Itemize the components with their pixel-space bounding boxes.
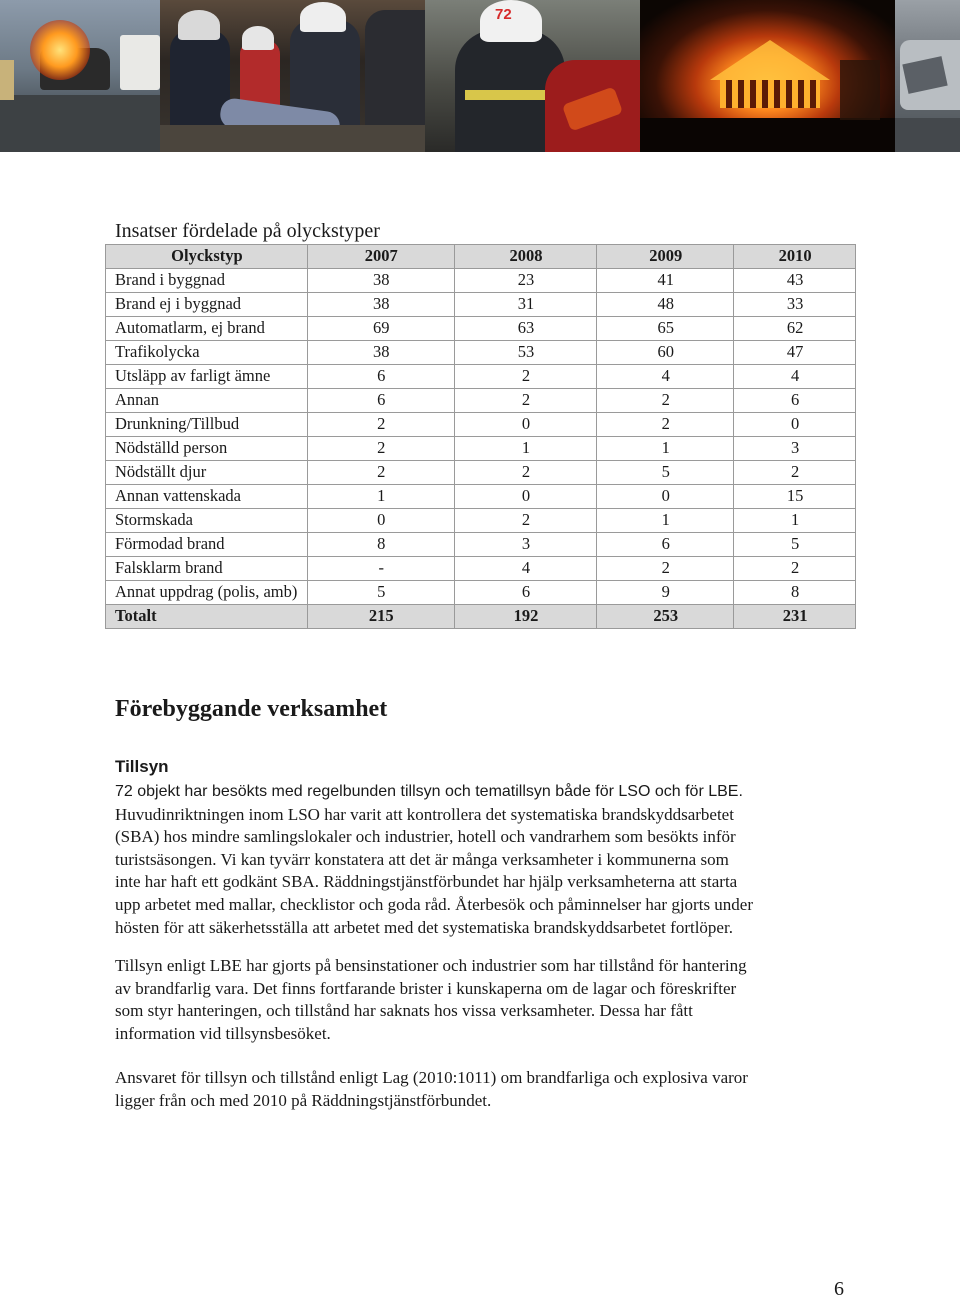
row-label: Nödställd person [106, 437, 308, 461]
section-heading: Förebyggande verksamhet [115, 696, 388, 722]
table-header-row [106, 245, 856, 269]
row-label: Annat uppdrag (polis, amb) [106, 581, 308, 605]
table-row [106, 269, 856, 293]
row-label: Drunkning/Tillbud [106, 413, 308, 437]
table-cell: 6 [307, 389, 454, 413]
table-cell: 9 [597, 581, 734, 605]
table-cell: 69 [307, 317, 454, 341]
paragraph-line: information vid tillsynsbesöket. [115, 1023, 331, 1043]
table-cell: 2 [454, 509, 597, 533]
rescue-team-photo [160, 0, 425, 152]
firefighter-photo [425, 0, 640, 152]
row-label: Brand i byggnad [106, 269, 308, 293]
table-cell: 60 [597, 341, 734, 365]
row-label: Förmodad brand [106, 533, 308, 557]
paragraph-line: turistsäsongen. Vi kan tyvärr konstatera att det är många verksamheter i kommunerna som [115, 849, 729, 869]
table-cell: 0 [597, 485, 734, 509]
table-cell: 31 [454, 293, 597, 317]
table-cell: 5 [307, 581, 454, 605]
table-cell: 2 [597, 389, 734, 413]
table-row [106, 293, 856, 317]
table-cell: 6 [454, 581, 597, 605]
car-fire-photo [0, 0, 160, 152]
table-cell: 2 [454, 365, 597, 389]
table-cell: 1 [734, 509, 856, 533]
header-cell: 2009 [597, 245, 734, 269]
table-cell: 3 [454, 533, 597, 557]
table-cell: 5 [597, 461, 734, 485]
row-label: Nödställt djur [106, 461, 308, 485]
paragraph-line: (SBA) hos mindre samlingslokaler och industrier, hotell och vandrarhem som besökts inför [115, 827, 736, 847]
table-total-row [106, 605, 856, 629]
incidents-table [105, 244, 856, 629]
paragraph-line: som styr hanteringen, och tillstånd har saknats hos vissa verksamheter. Dessa har fått [115, 1001, 693, 1021]
paragraph-line: Tillsyn enligt LBE har gjorts på bensinstationer och industrier som har tillstånd för hantering [115, 956, 747, 975]
table-cell: 23 [454, 269, 597, 293]
row-label: Brand ej i byggnad [106, 293, 308, 317]
table-cell: 1 [597, 509, 734, 533]
table-cell: 65 [597, 317, 734, 341]
row-label: Annan [106, 389, 308, 413]
table-cell: 38 [307, 341, 454, 365]
page-number: 6 [834, 1278, 844, 1300]
table-cell: 62 [734, 317, 856, 341]
paragraph-tillsyn [115, 781, 855, 939]
total-label: Totalt [106, 605, 308, 629]
paragraph-line: inte har haft ett godkänt SBA. Räddningstjänstförbundet har hjälp verksamheterna att starta [115, 872, 738, 892]
row-label: Automatlarm, ej brand [106, 317, 308, 341]
paragraph-line: upp arbetet med mallar, checklistor och goda råd. Återbesök och påminnelser har gjorts under [115, 894, 754, 914]
paragraph-line: Ansvaret för tillsyn och tillstånd enligt Lag (2010:1011) om brandfarliga och explosiva varor [115, 1068, 748, 1087]
table-row [106, 509, 856, 533]
total-cell: 215 [307, 605, 454, 629]
table-cell: 2 [307, 461, 454, 485]
table-cell: 6 [597, 533, 734, 557]
table-cell: 2 [597, 557, 734, 581]
table-cell: 38 [307, 293, 454, 317]
table-cell: 0 [734, 413, 856, 437]
table-cell: 38 [307, 269, 454, 293]
table-cell: 4 [597, 365, 734, 389]
table-cell: 1 [307, 485, 454, 509]
table-cell: 0 [307, 509, 454, 533]
paragraph-line: av brandfarlig vara. Det finns fortfarande brister i kunskaperna om de lagar och föreskrifter [115, 978, 737, 998]
header-cell: Olyckstyp [106, 245, 308, 269]
table-cell: 48 [597, 293, 734, 317]
photo-banner [0, 0, 960, 152]
table-cell: 6 [307, 365, 454, 389]
house-fire-photo [640, 0, 895, 152]
table-cell: 6 [734, 389, 856, 413]
table-title: Insatser fördelade på olyckstyper [115, 220, 380, 242]
table-cell: 33 [734, 293, 856, 317]
table-cell: 8 [307, 533, 454, 557]
table-row [106, 581, 856, 605]
table-cell: 4 [454, 557, 597, 581]
paragraph-line: hösten för att säkerhetsställa att arbetet med det systematiska brandskyddsarbetet fortlöper. [115, 917, 733, 937]
header-cell: 2010 [734, 245, 856, 269]
table-cell: 0 [454, 485, 597, 509]
paragraph-line: Huvudinriktningen inom LSO har varit att kontrollera det systematiska brandskyddsarbetet [115, 804, 734, 824]
total-cell: 253 [597, 605, 734, 629]
table-cell: 2 [454, 389, 597, 413]
table-row [106, 557, 856, 581]
header-cell: 2008 [454, 245, 597, 269]
total-cell: 231 [734, 605, 856, 629]
table-row [106, 389, 856, 413]
table-cell: 15 [734, 485, 856, 509]
row-label: Falsklarm brand [106, 557, 308, 581]
table-cell: - [307, 557, 454, 581]
table-cell: 2 [307, 437, 454, 461]
table-cell: 43 [734, 269, 856, 293]
crashed-car-photo [895, 0, 960, 152]
paragraph-lbe [115, 955, 855, 1045]
row-label: Trafikolycka [106, 341, 308, 365]
table-row [106, 413, 856, 437]
table-cell: 63 [454, 317, 597, 341]
table-cell: 47 [734, 341, 856, 365]
helmet-number-label: 72 [495, 6, 512, 23]
table-cell: 2 [734, 461, 856, 485]
table-row [106, 341, 856, 365]
table-row [106, 533, 856, 557]
table-row [106, 317, 856, 341]
table-cell: 3 [734, 437, 856, 461]
table-row [106, 461, 856, 485]
table-cell: 2 [597, 413, 734, 437]
table-cell: 41 [597, 269, 734, 293]
table-cell: 2 [454, 461, 597, 485]
table-cell: 8 [734, 581, 856, 605]
row-label: Stormskada [106, 509, 308, 533]
paragraph-ansvar [115, 1067, 855, 1112]
subheading: Tillsyn [115, 757, 169, 776]
table-cell: 1 [454, 437, 597, 461]
table-cell: 4 [734, 365, 856, 389]
table-row [106, 485, 856, 509]
row-label: Utsläpp av farligt ämne [106, 365, 308, 389]
table-row [106, 365, 856, 389]
table-row [106, 437, 856, 461]
total-cell: 192 [454, 605, 597, 629]
header-cell: 2007 [307, 245, 454, 269]
paragraph-line: ligger från och med 2010 på Räddningstjänstförbundet. [115, 1090, 492, 1110]
table-cell: 2 [734, 557, 856, 581]
table-cell: 1 [597, 437, 734, 461]
paragraph-line: 72 objekt har besökts med regelbunden tillsyn och tematillsyn både för LSO och för LBE. [115, 783, 743, 800]
table-cell: 2 [307, 413, 454, 437]
table-cell: 0 [454, 413, 597, 437]
row-label: Annan vattenskada [106, 485, 308, 509]
table-cell: 5 [734, 533, 856, 557]
table-cell: 53 [454, 341, 597, 365]
